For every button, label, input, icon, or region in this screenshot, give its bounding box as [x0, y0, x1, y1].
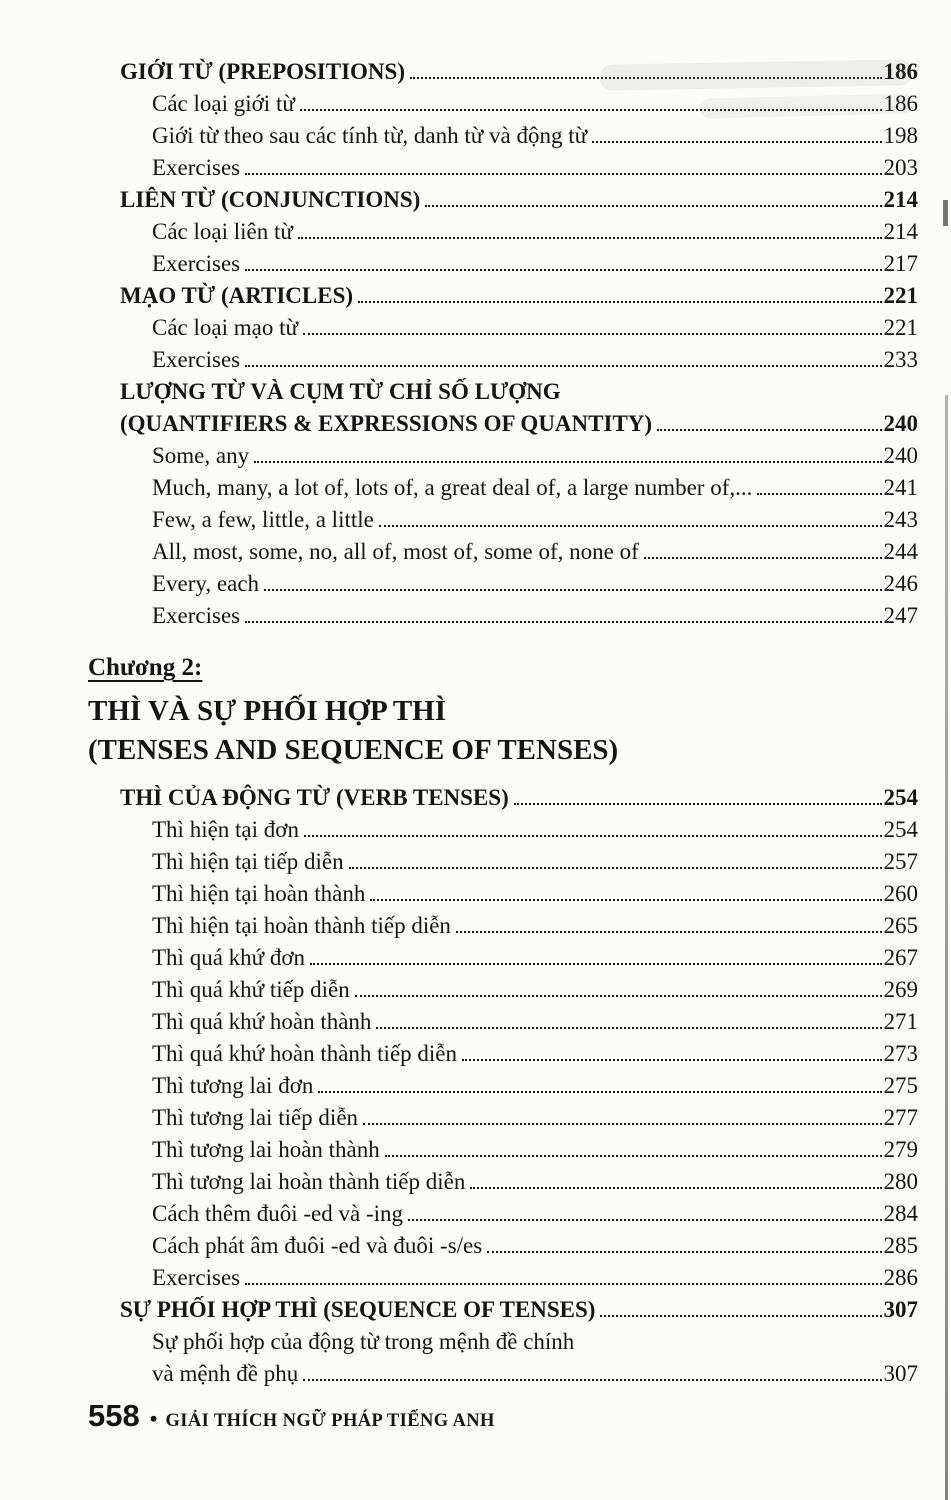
toc-page-number: 265 — [883, 913, 918, 938]
toc-entry — [88, 974, 918, 1006]
toc-entry — [88, 600, 918, 632]
toc-entry-text: Giới từ theo sau các tính từ, danh từ và động từ — [152, 123, 588, 148]
dot-leader — [456, 931, 882, 933]
dot-leader — [376, 1027, 881, 1029]
page-footer — [88, 1398, 495, 1434]
toc-page-number: 307 — [883, 1361, 918, 1386]
dot-leader — [385, 1155, 882, 1157]
dot-leader — [254, 461, 881, 463]
toc-page-number: 246 — [883, 571, 918, 596]
toc-entry — [88, 1102, 918, 1134]
toc-entry — [88, 1198, 918, 1230]
dot-leader — [757, 493, 881, 495]
toc-entry-text: LƯỢNG TỪ VÀ CỤM TỪ CHỈ SỐ LƯỢNG — [120, 379, 561, 404]
dot-leader — [304, 835, 882, 837]
toc-entry — [88, 1134, 918, 1166]
toc-entry — [88, 1262, 918, 1294]
toc-page-number: 241 — [883, 475, 918, 500]
toc-entry-text: Exercises — [152, 347, 241, 372]
scan-edge-line — [945, 395, 948, 1500]
toc-entry — [88, 472, 918, 504]
chapter-heading — [88, 648, 918, 770]
dot-leader — [318, 1091, 881, 1093]
toc-entry-text: GIỚI TỪ (PREPOSITIONS) — [120, 59, 405, 84]
dot-leader — [264, 589, 881, 591]
dot-leader — [487, 1251, 881, 1253]
toc-page-number: 240 — [883, 411, 918, 436]
toc-entry-text: Thì hiện tại tiếp diễn — [152, 849, 344, 874]
toc-page-number: 243 — [883, 507, 918, 532]
toc-entry — [88, 1006, 918, 1038]
toc-page-number: 257 — [883, 849, 918, 874]
toc-entry — [88, 1358, 918, 1390]
dot-leader — [363, 1123, 881, 1125]
dot-leader — [245, 173, 881, 175]
toc-entry-text: LIÊN TỪ (CONJUNCTIONS) — [120, 187, 421, 212]
toc-entry-text: Thì quá khứ đơn — [152, 945, 306, 970]
dot-leader — [355, 995, 882, 997]
toc-page-number: 280 — [883, 1169, 918, 1194]
toc-page-number: 271 — [883, 1009, 918, 1034]
toc-entry — [88, 942, 918, 974]
toc-entry-text: THÌ CỦA ĐỘNG TỪ (VERB TENSES) — [120, 785, 509, 810]
toc-page-number: 240 — [883, 443, 918, 468]
toc-entry — [88, 536, 918, 568]
toc-entry-first-line — [88, 376, 918, 408]
dot-leader — [408, 1219, 881, 1221]
chapter-title-english: (TENSES AND SEQUENCE OF TENSES) — [88, 734, 619, 766]
toc-page-number: 214 — [883, 219, 918, 244]
toc-entry — [88, 878, 918, 910]
toc-page-number: 279 — [883, 1137, 918, 1162]
dot-leader — [298, 237, 882, 239]
toc-entry-text: MẠO TỪ (ARTICLES) — [120, 283, 354, 308]
toc-page-number: 221 — [883, 315, 918, 340]
toc-page-number: 247 — [883, 603, 918, 628]
dot-leader — [349, 867, 882, 869]
dot-leader — [303, 333, 882, 335]
toc-page-number: 203 — [883, 155, 918, 180]
dot-leader — [310, 963, 881, 965]
toc-entry-text: Cách phát âm đuôi -ed và đuôi -s/es — [152, 1233, 483, 1258]
toc-page-number: 217 — [883, 251, 918, 276]
toc-entry-text: Much, many, a lot of, lots of, a great deal of, a large number of,... — [152, 475, 753, 500]
dot-leader — [470, 1187, 881, 1189]
dot-leader — [300, 109, 882, 111]
toc-entry-text: Thì tương lai tiếp diễn — [152, 1105, 359, 1130]
page-number: 558 — [88, 1398, 140, 1433]
toc-page-number: 214 — [883, 187, 918, 212]
toc-page-number: 260 — [883, 881, 918, 906]
toc-entry-text: Every, each — [152, 571, 260, 596]
toc-entry — [88, 504, 918, 536]
toc-page-number: 198 — [883, 123, 918, 148]
toc-entry — [88, 568, 918, 600]
toc-entry-text: Exercises — [152, 603, 241, 628]
toc-entry-text: Thì quá khứ hoàn thành — [152, 1009, 372, 1034]
dot-leader — [592, 141, 881, 143]
toc-entry-text: Thì tương lai hoàn thành — [152, 1137, 380, 1162]
toc-entry — [88, 216, 918, 248]
dot-leader — [657, 429, 881, 431]
toc-entry-text: Exercises — [152, 155, 241, 180]
dot-leader — [425, 205, 881, 207]
toc-page-number: 286 — [883, 1265, 918, 1290]
dot-leader — [245, 365, 881, 367]
toc-entry-text: Các loại mạo từ — [152, 315, 298, 340]
dot-leader — [410, 77, 882, 79]
toc-entry-text: Few, a few, little, a little — [152, 507, 374, 532]
toc-entry — [88, 846, 918, 878]
toc-entry-text: Exercises — [152, 1265, 241, 1290]
toc-page-number: 186 — [883, 91, 918, 116]
toc-entry-text: Các loại giới từ — [152, 91, 295, 116]
toc-entry-text: Thì hiện tại hoàn thành — [152, 881, 366, 906]
toc-page-number: 307 — [883, 1297, 918, 1322]
dot-leader — [245, 621, 881, 623]
toc-entry-text: Thì hiện tại đơn — [152, 817, 299, 842]
toc-page-number: 285 — [883, 1233, 918, 1258]
toc-entry-text: All, most, some, no, all of, most of, some of, none of — [152, 539, 639, 564]
toc-entry — [88, 344, 918, 376]
toc-entry — [88, 56, 918, 88]
toc-entry — [88, 408, 918, 440]
toc-page-number: 269 — [883, 977, 918, 1002]
toc-entry-text: và mệnh đề phụ — [152, 1361, 299, 1386]
dot-leader — [303, 1379, 881, 1381]
toc-entry-text: Thì tương lai hoàn thành tiếp diễn — [152, 1169, 466, 1194]
toc-entry-text: Some, any — [152, 443, 250, 468]
table-of-contents — [88, 56, 918, 1390]
toc-entry-text: Thì tương lai đơn — [152, 1073, 314, 1098]
toc-entry — [88, 814, 918, 846]
toc-entry — [88, 1070, 918, 1102]
toc-page-number: 233 — [883, 347, 918, 372]
book-title: GIẢI THÍCH NGỮ PHÁP TIẾNG ANH — [165, 1411, 495, 1431]
dot-leader — [379, 525, 882, 527]
toc-page-number: 275 — [883, 1073, 918, 1098]
footer-bullet: • — [149, 1406, 158, 1431]
toc-entry-first-line — [88, 1326, 918, 1358]
toc-entry — [88, 440, 918, 472]
toc-entry — [88, 312, 918, 344]
toc-entry-text: Các loại liên từ — [152, 219, 293, 244]
dot-leader — [644, 557, 882, 559]
toc-entry — [88, 910, 918, 942]
dot-leader — [245, 1283, 881, 1285]
toc-entry — [88, 248, 918, 280]
toc-page-number: 254 — [883, 785, 918, 810]
toc-entry-text: Exercises — [152, 251, 241, 276]
toc-page-number: 244 — [883, 539, 918, 564]
toc-entry — [88, 1230, 918, 1262]
dot-leader — [370, 899, 881, 901]
toc-entry-text: Sự phối hợp của động từ trong mệnh đề chính — [152, 1329, 575, 1354]
dot-leader — [245, 269, 881, 271]
toc-page-number: 186 — [883, 59, 918, 84]
toc-entry — [88, 1294, 918, 1326]
toc-entry — [88, 88, 918, 120]
toc-entry-text: SỰ PHỐI HỢP THÌ (SEQUENCE OF TENSES) — [120, 1297, 596, 1322]
toc-entry — [88, 280, 918, 312]
dot-leader — [462, 1059, 881, 1061]
toc-entry — [88, 184, 918, 216]
toc-entry — [88, 1038, 918, 1070]
chapter-label: Chương 2: — [88, 654, 203, 681]
toc-entry-text: Thì hiện tại hoàn thành tiếp diễn — [152, 913, 451, 938]
toc-entry-text: Thì quá khứ tiếp diễn — [152, 977, 350, 1002]
toc-entry — [88, 120, 918, 152]
dot-leader — [600, 1315, 881, 1317]
toc-page-number: 277 — [883, 1105, 918, 1130]
toc-entry — [88, 1166, 918, 1198]
dot-leader — [514, 803, 882, 805]
toc-entry — [88, 782, 918, 814]
toc-entry-text: Cách thêm đuôi -ed và -ing — [152, 1201, 404, 1226]
scan-edge-mark — [943, 200, 948, 226]
toc-page-number: 273 — [883, 1041, 918, 1066]
toc-page-number: 267 — [883, 945, 918, 970]
toc-page-number: 284 — [883, 1201, 918, 1226]
toc-entry-text: Thì quá khứ hoàn thành tiếp diễn — [152, 1041, 458, 1066]
toc-entry — [88, 152, 918, 184]
toc-page-number: 254 — [883, 817, 918, 842]
toc-page-number: 221 — [883, 283, 918, 308]
chapter-title-vietnamese: THÌ VÀ SỰ PHỐI HỢP THÌ — [88, 695, 447, 727]
dot-leader — [358, 301, 881, 303]
toc-entry-text: (QUANTIFIERS & EXPRESSIONS OF QUANTITY) — [120, 411, 653, 436]
